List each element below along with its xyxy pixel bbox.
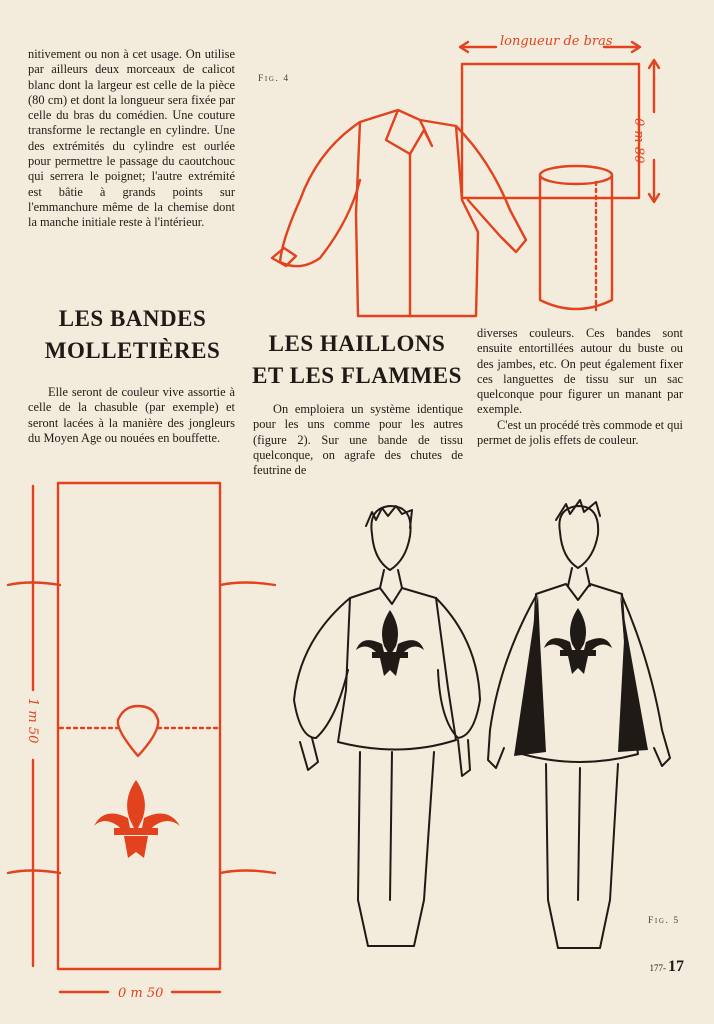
heading-bandes-line1: LES BANDES bbox=[58, 306, 207, 331]
heading-bandes-line2: MOLLETIÈRES bbox=[44, 338, 221, 363]
figure2-cape-left bbox=[514, 594, 546, 756]
page-number bbox=[650, 958, 685, 976]
figure1-left-leg bbox=[358, 752, 406, 946]
figure2-head bbox=[559, 506, 598, 568]
annot-longueur-de-bras: longueur de bras bbox=[500, 34, 613, 49]
figure2-left-leg bbox=[546, 764, 596, 948]
col3-text-2: C'est un procédé très commode et qui permet de jolis effets de couleur. bbox=[477, 417, 683, 448]
fig5-label: Fig. 5 bbox=[648, 916, 680, 926]
page-number-value: 17 bbox=[668, 958, 684, 975]
col3-text-1: diverses couleurs. Ces bandes sont ensuite entortillées autour du buste ou des jambes, etc. On peut également fixer ces languettes de tissu sur un sac quelconque pour figurer un manant par exemple. bbox=[477, 326, 683, 417]
bandes-text: Elle seront de couleur vive assortie à celle de la chasuble (par exemple) et seront lacées à la manière des jongleurs du Moyen Age ou nouées en bouffette. bbox=[28, 385, 235, 445]
intro-text: nitivement ou non à cet usage. On utilise par ailleurs deux morceaux de calicot blanc dont la largeur est celle de la pièce (80 cm) et dont la longueur sera fixée par celle du bras du comédien. Une couture transforme le rectangle en cylindre. Une des extrémités du cylindre est ourlée pour permettre le passage du caoutchouc qui serrera le poignet; l'autre extrémité est bâtie à grands points sur l'emmanchure même de la chemise dont la manche initiale reste à l'intérieur. bbox=[28, 47, 235, 230]
haillons-text: On emploiera un système identique pour les uns comme pour les autres (figure 2). Sur une bande de tissu quelconque, on agrafe des chutes de feutrine de bbox=[253, 402, 463, 478]
page-number-prefix: 177- bbox=[649, 963, 666, 973]
figure1-right-sleeve bbox=[436, 598, 480, 738]
heading-haillons-line2: ET LES FLAMMES bbox=[252, 363, 462, 388]
annot-050: 0 m 50 bbox=[118, 986, 164, 1001]
annot-150: 1 m 50 bbox=[25, 698, 40, 744]
black-fleur-de-lis-icon-2 bbox=[544, 608, 612, 674]
black-fleur-de-lis-icon-1 bbox=[356, 610, 424, 676]
annot-080: 0 m 80 bbox=[631, 118, 646, 164]
heading-haillons-line1: LES HAILLONS bbox=[268, 331, 446, 356]
fig4-label: Fig. 4 bbox=[258, 74, 290, 84]
